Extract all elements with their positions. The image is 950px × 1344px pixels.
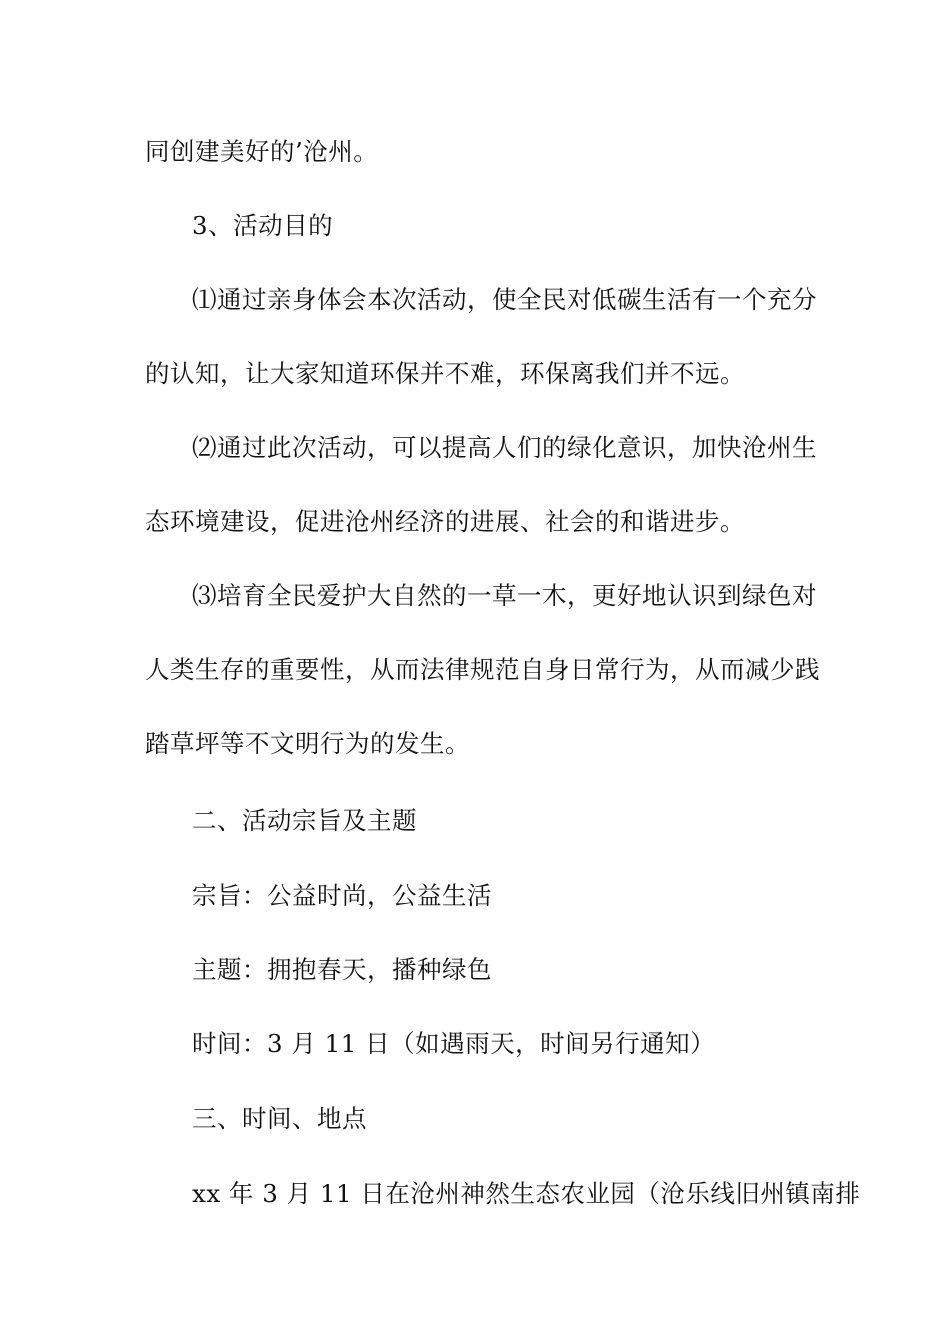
- text-line: 的认知，让大家知道环保并不难，环保离我们并不远。: [145, 359, 745, 388]
- text-line: 踏草坪等不文明行为的发生。: [145, 729, 470, 758]
- text-line: ⑶培育全民爱护大自然的一草一木，更好地认识到绿色对: [192, 581, 817, 610]
- text-line: 时间：3 月 11 日（如遇雨天，时间另行通知）: [192, 1029, 716, 1058]
- text-line: 主题：拥抱春天，播种绿色: [192, 955, 492, 984]
- text-line: 同创建美好的’沧州。: [145, 137, 379, 166]
- text-line: 宗旨：公益时尚，公益生活: [192, 881, 492, 910]
- section-heading-theme: 二、活动宗旨及主题: [192, 806, 417, 835]
- text-line: ⑴通过亲身体会本次活动，使全民对低碳生活有一个充分: [192, 285, 817, 314]
- text-line: 态环境建设，促进沧州经济的进展、社会的和谐进步。: [145, 507, 745, 536]
- section-heading-purpose: 3、活动目的: [192, 211, 334, 240]
- text-line: 人类生存的重要性，从而法律规范自身日常行为，从而减少践: [145, 655, 820, 684]
- text-line: ⑵通过此次活动，可以提高人们的绿化意识，加快沧州生: [192, 433, 817, 462]
- text-line: xx 年 3 月 11 日在沧州神然生态农业园（沧乐线旧州镇南排: [192, 1179, 861, 1208]
- section-heading-time-place: 三、时间、地点: [192, 1104, 367, 1133]
